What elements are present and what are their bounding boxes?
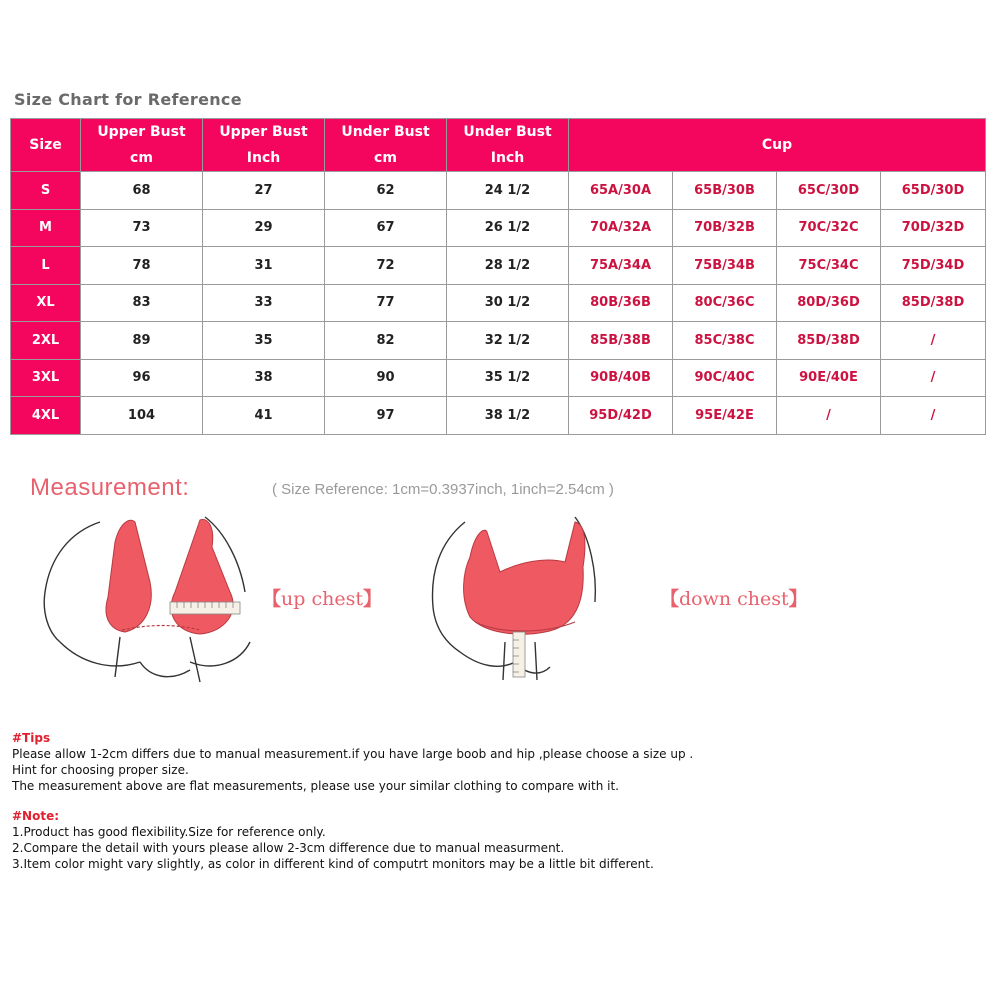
cup-cell: 75B/34B: [673, 247, 777, 285]
header-under-bust-inch: Under Bust Inch: [447, 119, 569, 172]
cup-cell: 70A/32A: [569, 209, 673, 247]
tips-line: Please allow 1-2cm differs due to manual measurement.if you have large boob and hip ,please choose a size up .: [12, 747, 694, 761]
upper-bust-cm-cell: 104: [81, 397, 203, 435]
cup-cell: 85C/38C: [673, 322, 777, 360]
under-bust-cm-cell: 97: [325, 397, 447, 435]
upper-bust-inch-cell: 33: [203, 284, 325, 322]
under-bust-inch-cell: 38 1/2: [447, 397, 569, 435]
note-heading: #Note:: [12, 809, 60, 823]
note-line: 2.Compare the detail with yours please allow 2-3cm difference due to manual measurment.: [12, 841, 565, 855]
size-chart-table: [10, 118, 986, 435]
cup-cell: 70B/32B: [673, 209, 777, 247]
bra-body: [464, 522, 585, 634]
under-bust-inch-cell: 35 1/2: [447, 359, 569, 397]
cup-cell: 65C/30D: [777, 172, 881, 210]
size-cell: 2XL: [11, 322, 81, 360]
upper-bust-cm-cell: 83: [81, 284, 203, 322]
cup-cell: 65B/30B: [673, 172, 777, 210]
table-row: [11, 172, 986, 210]
cup-cell: 80C/36C: [673, 284, 777, 322]
tips-heading: #Tips: [12, 731, 51, 745]
cup-cell: /: [881, 397, 986, 435]
table-row: [11, 247, 986, 285]
note-line: 1.Product has good flexibility.Size for reference only.: [12, 825, 326, 839]
upper-bust-cm-cell: 96: [81, 359, 203, 397]
upper-bust-inch-cell: 29: [203, 209, 325, 247]
cup-cell: 80D/36D: [777, 284, 881, 322]
under-bust-cm-cell: 82: [325, 322, 447, 360]
down-chest-illustration: [425, 512, 605, 682]
under-bust-cm-cell: 90: [325, 359, 447, 397]
up-chest-illustration: [40, 512, 260, 687]
cup-cell: 95D/42D: [569, 397, 673, 435]
under-bust-cm-cell: 67: [325, 209, 447, 247]
table-header-row: [11, 119, 986, 172]
table-row: [11, 322, 986, 360]
measurement-title: Measurement:: [30, 474, 190, 501]
under-bust-cm-cell: 77: [325, 284, 447, 322]
cup-cell: 65A/30A: [569, 172, 673, 210]
note-line: 3.Item color might vary slightly, as color in different kind of computrt monitors may be a little bit different.: [12, 857, 654, 871]
upper-bust-inch-cell: 41: [203, 397, 325, 435]
header-cup: Cup: [569, 119, 986, 172]
cup-cell: 75C/34C: [777, 247, 881, 285]
cup-cell: 65D/30D: [881, 172, 986, 210]
cup-cell: 90E/40E: [777, 359, 881, 397]
cup-cell: 85B/38B: [569, 322, 673, 360]
upper-bust-inch-cell: 31: [203, 247, 325, 285]
upper-bust-cm-cell: 89: [81, 322, 203, 360]
cup-cell: 95E/42E: [673, 397, 777, 435]
cup-cell: 75A/34A: [569, 247, 673, 285]
size-cell: 4XL: [11, 397, 81, 435]
header-size: Size: [11, 119, 81, 172]
table-row: [11, 209, 986, 247]
header-upper-bust-cm: Upper Bust cm: [81, 119, 203, 172]
upper-bust-cm-cell: 78: [81, 247, 203, 285]
notes-section: [12, 730, 693, 872]
table-row: [11, 284, 986, 322]
cup-cell: 85D/38D: [777, 322, 881, 360]
cup-cell: 85D/38D: [881, 284, 986, 322]
cup-cell: /: [881, 322, 986, 360]
upper-bust-inch-cell: 27: [203, 172, 325, 210]
upper-bust-cm-cell: 73: [81, 209, 203, 247]
tips-line: The measurement above are flat measurements, please use your similar clothing to compare with it.: [12, 779, 619, 793]
cup-cell: /: [777, 397, 881, 435]
up-chest-label: 【up chest】: [262, 588, 382, 610]
header-under-bust-cm: Under Bust cm: [325, 119, 447, 172]
size-cell: S: [11, 172, 81, 210]
size-cell: L: [11, 247, 81, 285]
down-chest-label: 【down chest】: [660, 588, 808, 610]
under-bust-inch-cell: 24 1/2: [447, 172, 569, 210]
under-bust-inch-cell: 28 1/2: [447, 247, 569, 285]
chart-title: Size Chart for Reference: [14, 90, 242, 109]
size-reference-text: ( Size Reference: 1cm=0.3937inch, 1inch=2.54cm ): [272, 481, 614, 498]
upper-bust-inch-cell: 35: [203, 322, 325, 360]
table-row: [11, 397, 986, 435]
under-bust-inch-cell: 26 1/2: [447, 209, 569, 247]
under-bust-cm-cell: 62: [325, 172, 447, 210]
upper-bust-cm-cell: 68: [81, 172, 203, 210]
size-cell: XL: [11, 284, 81, 322]
bra-left: [106, 520, 151, 632]
under-bust-cm-cell: 72: [325, 247, 447, 285]
size-cell: M: [11, 209, 81, 247]
tips-line: Hint for choosing proper size.: [12, 763, 189, 777]
cup-cell: 90C/40C: [673, 359, 777, 397]
cup-cell: 70C/32C: [777, 209, 881, 247]
measuring-tape: [513, 632, 525, 677]
cup-cell: 70D/32D: [881, 209, 986, 247]
size-cell: 3XL: [11, 359, 81, 397]
under-bust-inch-cell: 32 1/2: [447, 322, 569, 360]
under-bust-inch-cell: 30 1/2: [447, 284, 569, 322]
cup-cell: 80B/36B: [569, 284, 673, 322]
table-row: [11, 359, 986, 397]
cup-cell: /: [881, 359, 986, 397]
cup-cell: 75D/34D: [881, 247, 986, 285]
cup-cell: 90B/40B: [569, 359, 673, 397]
header-upper-bust-inch: Upper Bust Inch: [203, 119, 325, 172]
upper-bust-inch-cell: 38: [203, 359, 325, 397]
